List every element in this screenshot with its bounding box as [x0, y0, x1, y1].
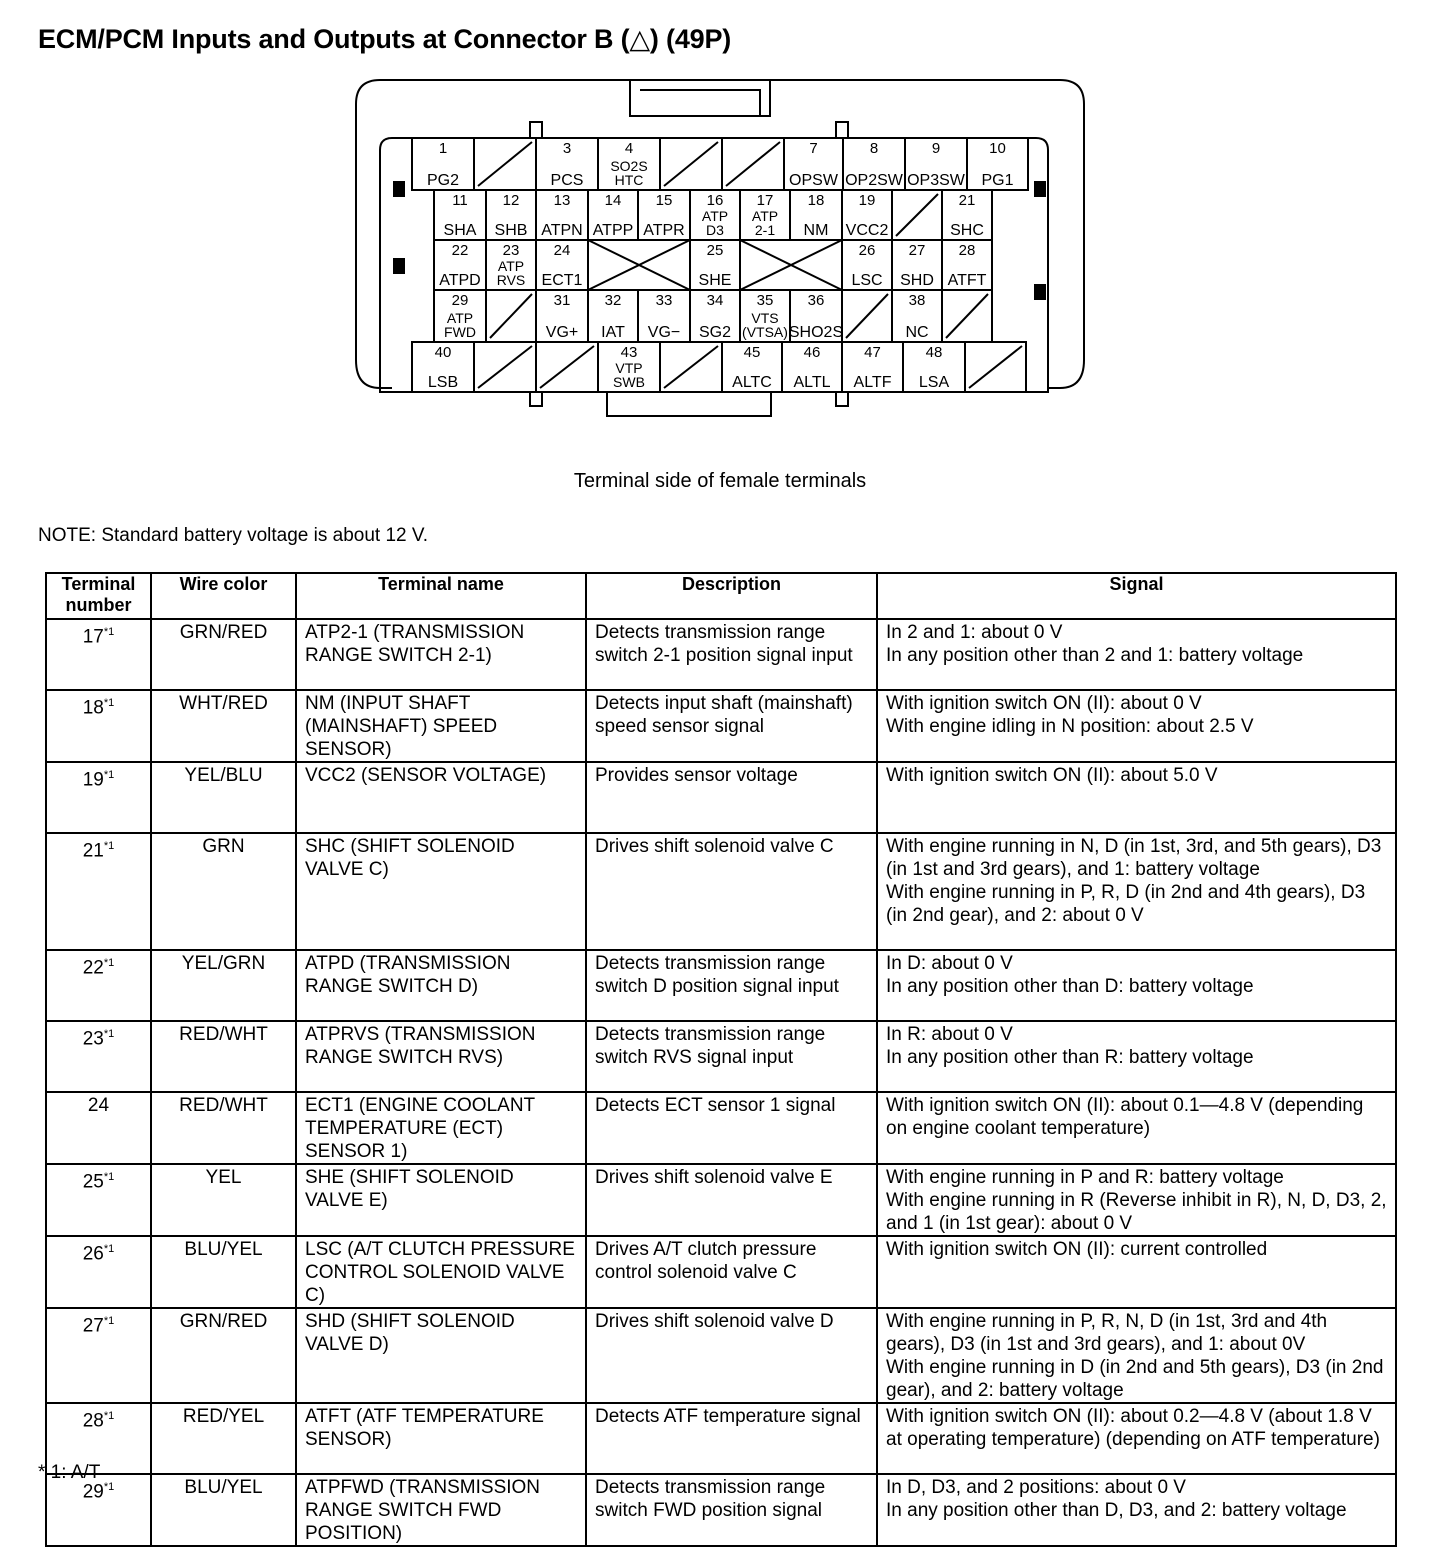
description: Detects ECT sensor 1 signal	[595, 1095, 836, 1116]
signal: With ignition switch ON (II): about 0 V With engine idling in N position: about 2.5 V	[886, 693, 1254, 737]
terminal-pin-label: SWB	[613, 374, 645, 390]
wire-color-cell	[151, 1308, 296, 1403]
terminal-number-cell	[46, 1021, 151, 1092]
terminal-number-cell	[46, 690, 151, 762]
terminal-pin-label: PG2	[426, 172, 460, 189]
terminal-pin-label: ATP	[751, 208, 779, 224]
description: Drives shift solenoid valve E	[595, 1167, 833, 1188]
signal-cell	[877, 619, 1396, 690]
wire-color-cell	[151, 1164, 296, 1236]
terminal-name: ATFT (ATF TEMPERATURE SENSOR)	[305, 1406, 544, 1450]
terminal-pin-label: SHC	[950, 222, 984, 239]
description-cell	[586, 1474, 877, 1546]
terminal-pin-number: 3	[562, 140, 572, 157]
footnote-mark: *1	[103, 957, 115, 969]
table-row	[46, 690, 1396, 762]
top-latch	[630, 80, 770, 116]
wire-color-cell	[151, 1021, 296, 1092]
terminal-pin-number: 19	[858, 192, 876, 209]
terminal-number-cell	[46, 762, 151, 833]
signal-cell	[877, 1092, 1396, 1164]
terminal-table	[45, 572, 1397, 1547]
wire-color: YEL/GRN	[181, 953, 266, 974]
terminal-pin-label: SG2	[698, 324, 732, 341]
terminal-pin-label: VG−	[647, 324, 681, 341]
table-row	[46, 762, 1396, 833]
footnote-mark: *1	[103, 1410, 115, 1422]
lock-pin	[1034, 284, 1046, 300]
terminal-pin-label: VCC2	[845, 222, 889, 239]
signal: In D, D3, and 2 positions: about 0 V In any position other than D, D3, and 2: battery voltage	[886, 1477, 1347, 1521]
terminal-number: 27	[82, 1315, 104, 1337]
terminal-pin-number: 15	[655, 192, 673, 209]
lock-pin	[393, 258, 405, 274]
terminal-pin-label: ATP	[701, 208, 729, 224]
table-header-row	[46, 573, 1396, 619]
description: Drives shift solenoid valve D	[595, 1311, 834, 1332]
description-cell	[586, 1092, 877, 1164]
wire-color: GRN	[202, 836, 245, 857]
signal-cell	[877, 1403, 1396, 1474]
diagram-caption: Terminal side of female terminals	[573, 470, 867, 492]
terminal-pin-number: 11	[452, 192, 468, 209]
terminal-number: 29	[82, 1481, 104, 1503]
terminal-pin-label: 2-1	[754, 222, 776, 238]
blank-terminal-mark	[846, 294, 888, 338]
terminal-pin-label: ALTL	[793, 374, 831, 391]
terminal-name: VCC2 (SENSOR VOLTAGE)	[305, 765, 547, 786]
wire-color: RED/WHT	[179, 1095, 268, 1116]
terminal-pin-label: ATPP	[592, 222, 634, 239]
terminal-name: SHE (SHIFT SOLENOID VALVE E)	[305, 1167, 514, 1211]
terminal-pin-label: NC	[905, 324, 929, 341]
description: Drives A/T clutch pressure control solenoid valve C	[595, 1239, 817, 1283]
terminal-number: 19	[82, 769, 104, 791]
terminal-name: SHD (SHIFT SOLENOID VALVE D)	[305, 1311, 515, 1355]
terminal-pin-label: SHD	[900, 272, 934, 289]
footnote-mark: *1	[103, 769, 115, 781]
terminal-pin-label: (VTSA)	[742, 324, 788, 340]
terminal-pin-number: 4	[624, 140, 634, 157]
signal: With ignition switch ON (II): about 0.1—4.8 V (depending on engine coolant temperature)	[886, 1095, 1364, 1139]
wire-color: YEL	[205, 1167, 242, 1188]
signal: With engine running in N, D (in 1st, 3rd, and 5th gears), D3 (in 1st and 3rd gears), and 1: battery voltage With engine running in P, R, D (in 2nd and 4th gears), D3 (in 2nd gear), and 2: about 0 V	[886, 836, 1382, 926]
footnote-mark: *1	[103, 1028, 115, 1040]
terminal-pin-number: 16	[706, 192, 724, 209]
terminal-pin-number: 25	[706, 242, 724, 259]
description: Detects transmission range switch 2-1 position signal input	[595, 622, 853, 666]
wire-color-cell	[151, 1236, 296, 1308]
terminal-pin-number: 40	[434, 344, 452, 361]
terminal-number: 24	[87, 1095, 110, 1116]
description-cell	[586, 1308, 877, 1403]
terminal-pin-label: SHO2S	[788, 324, 844, 341]
terminal-pin-label: ATPN	[541, 222, 583, 239]
terminal-pin-number: 47	[864, 344, 881, 361]
terminal-pin-label: D3	[706, 222, 724, 238]
terminal-pin-label: LSB	[427, 374, 459, 391]
terminal-pin-label: RVS	[496, 272, 526, 288]
terminal-pin-label: PG1	[981, 172, 1014, 189]
terminal-pin-label: ATPR	[643, 222, 685, 239]
signal-cell	[877, 950, 1396, 1021]
terminal-pin-label: PCS	[550, 172, 584, 189]
terminal-pin-label: ALTF	[853, 374, 892, 391]
key-tab	[530, 122, 542, 138]
table-row	[46, 1474, 1396, 1546]
table-row	[46, 1236, 1396, 1308]
wire-color-cell	[151, 1092, 296, 1164]
description-cell	[586, 1164, 877, 1236]
terminal-name-cell	[296, 1236, 586, 1308]
wire-color-cell	[151, 690, 296, 762]
description-cell	[586, 619, 877, 690]
terminal-pin-number: 48	[925, 344, 943, 361]
signal: With engine running in P, R, N, D (in 1st, 3rd and 4th gears), D3 (in 1st and 3rd gears), and 1: about 0V With engine running in D (in 2nd and 5th gears), D3 (in 2nd gear), and 2: battery voltage	[886, 1311, 1384, 1401]
wire-color: BLU/YEL	[184, 1239, 263, 1260]
terminal-pin-label: OP2SW	[845, 172, 903, 189]
terminal-name: SHC (SHIFT SOLENOID VALVE C)	[305, 836, 515, 880]
terminal-pin-label: ATP	[446, 310, 474, 326]
terminal-pin-label: VG+	[545, 324, 579, 341]
terminal-pin-label: ATFT	[947, 272, 987, 289]
terminal-number-cell	[46, 619, 151, 690]
terminal-pin-number: 29	[451, 292, 469, 309]
connector-diagram	[0, 0, 1440, 440]
terminal-number: 26	[82, 1243, 104, 1265]
terminal-pin-label: ATP	[497, 258, 525, 274]
terminal-name: ATPD (TRANSMISSION RANGE SWITCH D)	[305, 953, 511, 997]
terminal-pin-number: 21	[958, 192, 976, 209]
footnote-mark: *1	[103, 626, 115, 638]
signal-cell	[877, 1164, 1396, 1236]
signal-cell	[877, 690, 1396, 762]
terminal-pin-label: IAT	[601, 324, 625, 341]
blank-terminal-mark	[478, 346, 532, 388]
wire-color: GRN/RED	[179, 622, 268, 643]
terminal-pin-label: SHB	[494, 222, 528, 239]
header-signal: Signal	[877, 573, 1396, 619]
description: Provides sensor voltage	[595, 765, 798, 786]
signal-cell	[877, 1021, 1396, 1092]
terminal-number-cell	[46, 1092, 151, 1164]
terminal-name-cell	[296, 1403, 586, 1474]
terminal-number: 22	[82, 957, 104, 979]
description-cell	[586, 950, 877, 1021]
terminal-name-cell	[296, 762, 586, 833]
terminal-number-cell	[46, 1474, 151, 1546]
terminal-number: 17	[82, 626, 104, 648]
signal-cell	[877, 833, 1396, 950]
description-cell	[586, 690, 877, 762]
terminal-pin-number: 1	[438, 140, 448, 157]
blank-terminal-mark	[969, 346, 1022, 388]
terminal-pin-number: 9	[931, 140, 941, 157]
wire-color: GRN/RED	[179, 1311, 268, 1332]
signal: In 2 and 1: about 0 V In any position other than 2 and 1: battery voltage	[886, 622, 1304, 666]
terminal-pin-number: 12	[502, 192, 520, 209]
footnote-mark: *1	[103, 1243, 115, 1255]
page-title: ECM/PCM Inputs and Outputs at Connector B (△) (49P)	[38, 24, 732, 54]
terminal-number: 18	[82, 697, 104, 719]
battery-note: NOTE: Standard battery voltage is about 12 V.	[38, 525, 429, 546]
table-row	[46, 1308, 1396, 1403]
terminal-name-cell	[296, 1474, 586, 1546]
blank-terminal-mark	[896, 194, 938, 236]
terminal-number: 25	[82, 1171, 104, 1193]
terminal-pin-number: 26	[858, 242, 876, 259]
terminal-name: ATP2-1 (TRANSMISSION RANGE SWITCH 2-1)	[305, 622, 525, 666]
table-row	[46, 619, 1396, 690]
signal: In D: about 0 V In any position other than D: battery voltage	[886, 953, 1254, 997]
terminal-pin-number: 36	[807, 292, 825, 309]
signal-cell	[877, 762, 1396, 833]
terminal-name: LSC (A/T CLUTCH PRESSURE CONTROL SOLENOID VALVE C)	[305, 1239, 575, 1306]
footnote-mark: *1	[103, 840, 115, 852]
terminal-name-cell	[296, 619, 586, 690]
footnote-mark: *1	[103, 1171, 115, 1183]
terminal-number: 21	[82, 840, 104, 862]
header-terminal-name: Terminal name	[296, 573, 586, 619]
wire-color: BLU/YEL	[184, 1477, 263, 1498]
terminal-number: 23	[82, 1028, 104, 1050]
header-description: Description	[586, 573, 877, 619]
wire-color-cell	[151, 833, 296, 950]
footnote-mark: *1	[103, 1481, 115, 1493]
terminal-number-cell	[46, 1308, 151, 1403]
table-row	[46, 1403, 1396, 1474]
blank-terminal-mark	[540, 346, 594, 388]
wire-color-cell	[151, 762, 296, 833]
terminal-pin-number: 13	[553, 192, 571, 209]
terminal-pin-number: 43	[620, 344, 638, 361]
terminal-pin-label: ECT1	[541, 272, 583, 289]
terminal-pin-number: 7	[809, 140, 818, 157]
terminal-pin-number: 17	[756, 192, 774, 209]
terminal-pin-number: 32	[604, 292, 622, 309]
terminal-pin-number: 10	[989, 140, 1006, 157]
wire-color-cell	[151, 619, 296, 690]
terminal-name-cell	[296, 1308, 586, 1403]
terminal-pin-label: NM	[803, 222, 829, 239]
blank-terminal-mark	[490, 294, 532, 338]
terminal-pin-label: OP3SW	[907, 172, 965, 189]
wire-color-cell	[151, 1474, 296, 1546]
signal: With ignition switch ON (II): about 5.0 V	[886, 765, 1218, 786]
key-tab	[836, 392, 848, 406]
wire-color: YEL/BLU	[184, 765, 263, 786]
signal: With engine running in P and R: battery voltage With engine running in R (Reverse inhibit in R), N, D, D3, 2, and 1 (in 1st gear): about 0 V	[886, 1167, 1387, 1234]
signal-cell	[877, 1474, 1396, 1546]
terminal-pin-label: ALTC	[732, 374, 772, 391]
terminal-pin-number: 24	[553, 242, 571, 259]
footnote-mark: *1	[103, 1315, 115, 1327]
terminal-number-cell	[46, 950, 151, 1021]
wire-color: WHT/RED	[179, 693, 268, 714]
description: Detects transmission range switch FWD position signal	[595, 1477, 826, 1521]
terminal-pin-number: 35	[756, 292, 774, 309]
terminal-number-cell	[46, 1236, 151, 1308]
footnote-mark: *1	[103, 697, 115, 709]
key-tab	[836, 122, 848, 138]
terminal-pin-label: FWD	[444, 324, 476, 340]
terminal-pin-label: VTP	[615, 360, 643, 376]
terminal-number: 28	[82, 1410, 104, 1432]
description-cell	[586, 1236, 877, 1308]
footnote: * 1: A/T	[38, 1462, 101, 1483]
key-tab	[530, 392, 542, 406]
terminal-pin-number: 31	[553, 292, 571, 309]
lock-pin	[1034, 181, 1046, 197]
terminal-pin-label: VTS	[751, 310, 779, 326]
blank-terminal-mark	[726, 142, 780, 186]
bottom-latch	[607, 392, 771, 416]
wire-color-cell	[151, 1403, 296, 1474]
terminal-pin-number: 33	[655, 292, 673, 309]
terminal-pin-number: 22	[451, 242, 469, 259]
terminal-pin-number: 23	[502, 242, 520, 259]
terminal-pin-number: 45	[743, 344, 761, 361]
header-terminal-number: Terminal number	[46, 573, 151, 619]
header-wire-color: Wire color	[151, 573, 296, 619]
signal-cell	[877, 1308, 1396, 1403]
terminal-name-cell	[296, 833, 586, 950]
blank-terminal-mark	[478, 142, 532, 186]
signal: In R: about 0 V In any position other than R: battery voltage	[886, 1024, 1254, 1068]
terminal-pin-label: SHA	[443, 222, 477, 239]
table-row	[46, 833, 1396, 950]
description-cell	[586, 762, 877, 833]
terminal-name-cell	[296, 1164, 586, 1236]
terminal-name: ATPFWD (TRANSMISSION RANGE SWITCH FWD POSITION)	[305, 1477, 541, 1544]
description: Detects input shaft (mainshaft) speed sensor signal	[595, 693, 853, 737]
terminal-pin-label: LSA	[918, 374, 950, 391]
description: Detects transmission range switch RVS signal input	[595, 1024, 826, 1068]
terminal-name-cell	[296, 950, 586, 1021]
terminal-pin-label: SHE	[698, 272, 732, 289]
table-row	[46, 1164, 1396, 1236]
terminal-pin-label: ATPD	[439, 272, 481, 289]
description-cell	[586, 1021, 877, 1092]
blank-terminal-mark	[664, 142, 718, 186]
terminal-name: NM (INPUT SHAFT (MAINSHAFT) SPEED SENSOR)	[305, 693, 498, 760]
terminal-pin-number: 38	[908, 292, 926, 309]
terminal-pin-label: OPSW	[789, 172, 838, 189]
lock-pin	[393, 181, 405, 197]
signal-cell	[877, 1236, 1396, 1308]
wire-color: RED/YEL	[182, 1406, 265, 1427]
terminal-pin-number: 14	[604, 192, 622, 209]
terminal-pin-number: 27	[908, 242, 926, 259]
blank-terminal-mark	[664, 346, 718, 388]
terminal-pin-label: LSC	[851, 272, 883, 289]
table-row	[46, 1092, 1396, 1164]
terminal-pin-number: 34	[706, 292, 724, 309]
terminal-pin-number: 28	[958, 242, 976, 259]
table-row	[46, 1021, 1396, 1092]
blank-terminal-mark	[946, 294, 988, 338]
table-row	[46, 950, 1396, 1021]
terminal-name: ATPRVS (TRANSMISSION RANGE SWITCH RVS)	[305, 1024, 536, 1068]
terminal-pin-number: 18	[807, 192, 825, 209]
description: Detects transmission range switch D position signal input	[595, 953, 839, 997]
signal: With ignition switch ON (II): current controlled	[886, 1239, 1268, 1260]
terminal-number-cell	[46, 1164, 151, 1236]
description: Drives shift solenoid valve C	[595, 836, 834, 857]
terminal-name-cell	[296, 1021, 586, 1092]
terminal-name-cell	[296, 1092, 586, 1164]
terminal-pin-label: SO2S	[610, 158, 648, 174]
wire-color: RED/WHT	[179, 1024, 268, 1045]
description: Detects ATF temperature signal	[595, 1406, 861, 1427]
wire-color-cell	[151, 950, 296, 1021]
terminal-name-cell	[296, 690, 586, 762]
terminal-pin-number: 8	[869, 140, 879, 157]
terminal-number-cell	[46, 833, 151, 950]
description-cell	[586, 1403, 877, 1474]
terminal-name: ECT1 (ENGINE COOLANT TEMPERATURE (ECT) SENSOR 1)	[305, 1095, 535, 1162]
terminal-pin-label: HTC	[614, 172, 644, 188]
terminal-pin-number: 46	[803, 344, 821, 361]
signal: With ignition switch ON (II): about 0.2—4.8 V (about 1.8 V at operating temperature) (depending on ATF temperature)	[886, 1406, 1380, 1450]
description-cell	[586, 833, 877, 950]
